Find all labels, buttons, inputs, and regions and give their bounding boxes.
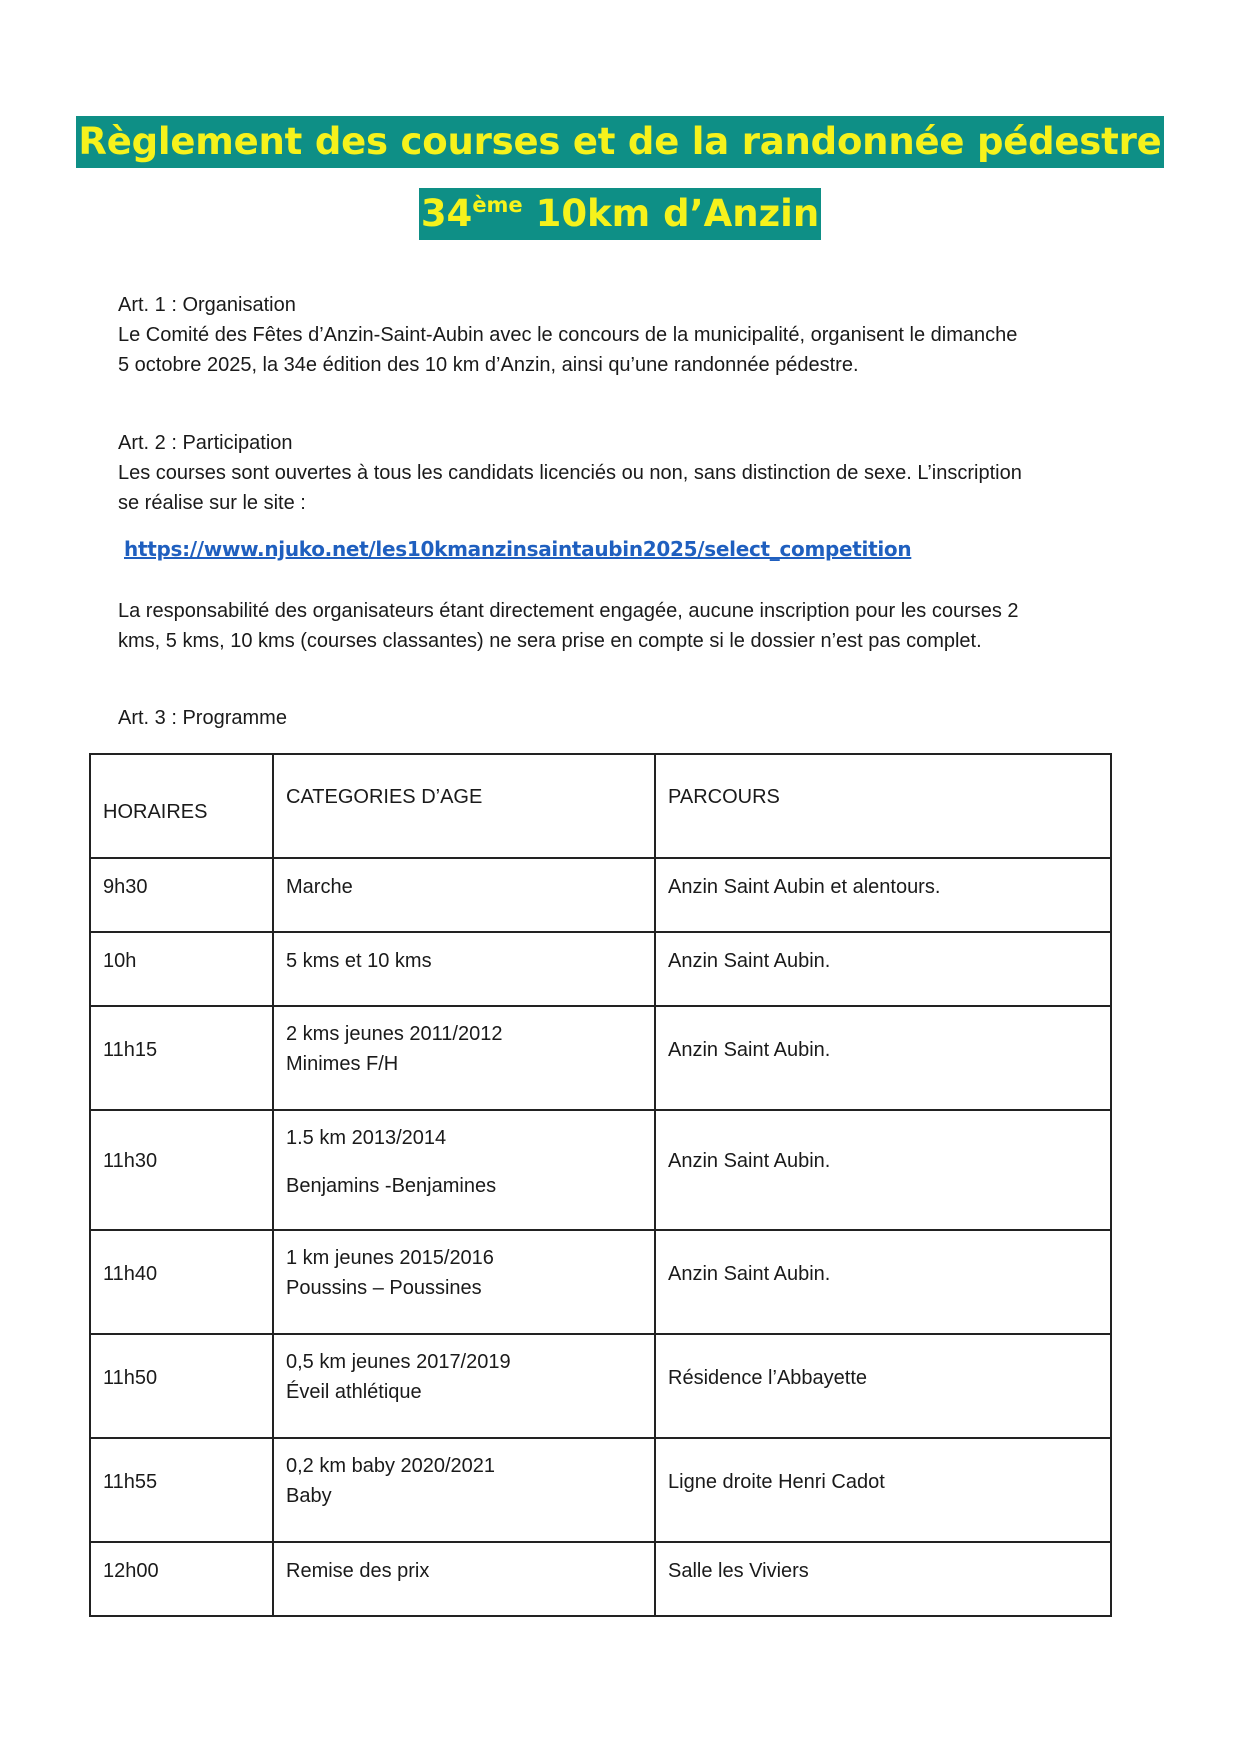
art2-note-line1: La responsabilité des organisateurs étant directement engagée, aucune inscription pour les courses 2 [118,600,1019,622]
table-row [90,1334,1111,1438]
row-category: 5 kms et 10 kms [273,932,655,1006]
row-route: Anzin Saint Aubin. [655,1230,1111,1334]
table-header-row [90,754,1111,858]
row-time: 11h55 [90,1438,273,1542]
art1-body-line1: Le Comité des Fêtes d’Anzin-Saint-Aubin avec le concours de la municipalité, organisent le dimanche [118,324,1018,346]
title-rest: 10km d’Anzin [522,192,820,235]
art1-heading: Art. 1 : Organisation [118,294,296,316]
registration-link[interactable]: https://www.njuko.net/les10kmanzinsaintaubin2025/select_competition [124,537,912,561]
art2-body-line2: se réalise sur le site : [118,492,306,514]
art2-note-line2: kms, 5 kms, 10 kms (courses classantes) ne sera prise en compte si le dossier n’est pas complet. [118,630,982,652]
header-parcours: PARCOURS [655,754,1111,858]
programme-table [89,753,1112,1617]
table-row [90,1110,1111,1230]
table-row [90,1006,1111,1110]
table-row [90,932,1111,1006]
title-line-1: Règlement des courses et de la randonnée pédestre [76,116,1163,168]
row-route: Ligne droite Henri Cadot [655,1438,1111,1542]
row-route: Anzin Saint Aubin. [655,1110,1111,1230]
art3-heading: Art. 3 : Programme [118,707,287,729]
row-category: 2 kms jeunes 2011/2012 Minimes F/H [273,1006,655,1110]
header-categories: CATEGORIES D’AGE [273,754,655,858]
row-category: 0,2 km baby 2020/2021 Baby [273,1438,655,1542]
row-route: Anzin Saint Aubin. [655,1006,1111,1110]
row-time: 9h30 [90,858,273,932]
row-time: 11h30 [90,1110,273,1230]
title-superscript: ème [472,193,523,217]
title-number: 34 [420,192,473,235]
row-category: 0,5 km jeunes 2017/2019 Éveil athlétique [273,1334,655,1438]
row-route: Anzin Saint Aubin. [655,932,1111,1006]
row-category: 1.5 km 2013/2014 Benjamins -Benjamines [273,1110,655,1230]
row-time: 11h40 [90,1230,273,1334]
art2-body-line1: Les courses sont ouvertes à tous les candidats licenciés ou non, sans distinction de sexe. L’inscription [118,462,1022,484]
row-route: Résidence l’Abbayette [655,1334,1111,1438]
row-time: 12h00 [90,1542,273,1616]
row-time: 11h50 [90,1334,273,1438]
row-category: Marche [273,858,655,932]
row-time: 10h [90,932,273,1006]
row-route: Salle les Viviers [655,1542,1111,1616]
art1-body-line2: 5 octobre 2025, la 34e édition des 10 km d’Anzin, ainsi qu’une randonnée pédestre. [118,354,859,376]
table-row [90,1542,1111,1616]
table-row [90,858,1111,932]
row-route: Anzin Saint Aubin et alentours. [655,858,1111,932]
row-category: Remise des prix [273,1542,655,1616]
art2-heading: Art. 2 : Participation [118,432,293,454]
header-horaires: HORAIRES [90,754,273,858]
table-row [90,1230,1111,1334]
row-time: 11h15 [90,1006,273,1110]
row-category: 1 km jeunes 2015/2016 Poussins – Poussines [273,1230,655,1334]
table-row [90,1438,1111,1542]
title-line-2 [419,188,821,240]
document-title [0,116,1240,240]
